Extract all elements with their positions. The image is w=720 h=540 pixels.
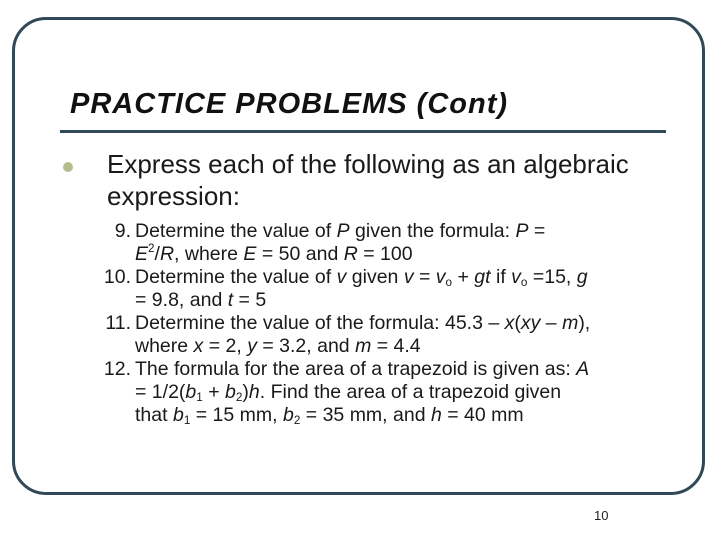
- slide-title: PRACTICE PROBLEMS (Cont): [70, 88, 509, 120]
- problem-12: [94, 358, 684, 427]
- page-number: 10: [594, 508, 609, 523]
- intro-text: Express each of the following as an algebraic expression:: [107, 149, 629, 211]
- problem-9: [94, 220, 684, 266]
- problem-number: 10.: [103, 266, 131, 288]
- problem-text: Determine the value of P given the formula: P = $E^2/R$, where E = 50 and R = 100: [135, 220, 546, 265]
- bullet-icon: [63, 162, 73, 172]
- problem-10: [94, 266, 684, 312]
- problem-11: [94, 312, 684, 358]
- problem-number: 9.: [114, 220, 131, 242]
- title-underline: [60, 130, 666, 133]
- problem-text: Determine the value of v given $v = v_o$ + gt if $v_o =15$, g = 9.8, and t = 5: [135, 266, 588, 311]
- problem-text: The formula for the area of a trapezoid is given as: A = $1/2(b_1 + b_2)h$. Find the area of a trapezoid given that $b_1 = 15$ mm, $b_2 = 35$ mm, and h = 40 mm: [135, 358, 590, 427]
- problem-list: [94, 220, 684, 427]
- problem-number: 11.: [105, 312, 131, 334]
- problem-text: Determine the value of the formula: 45.3 – x(xy – m), where x = 2, y = 3.2, and m = 4.4: [135, 312, 591, 357]
- problem-number: 12.: [103, 358, 131, 380]
